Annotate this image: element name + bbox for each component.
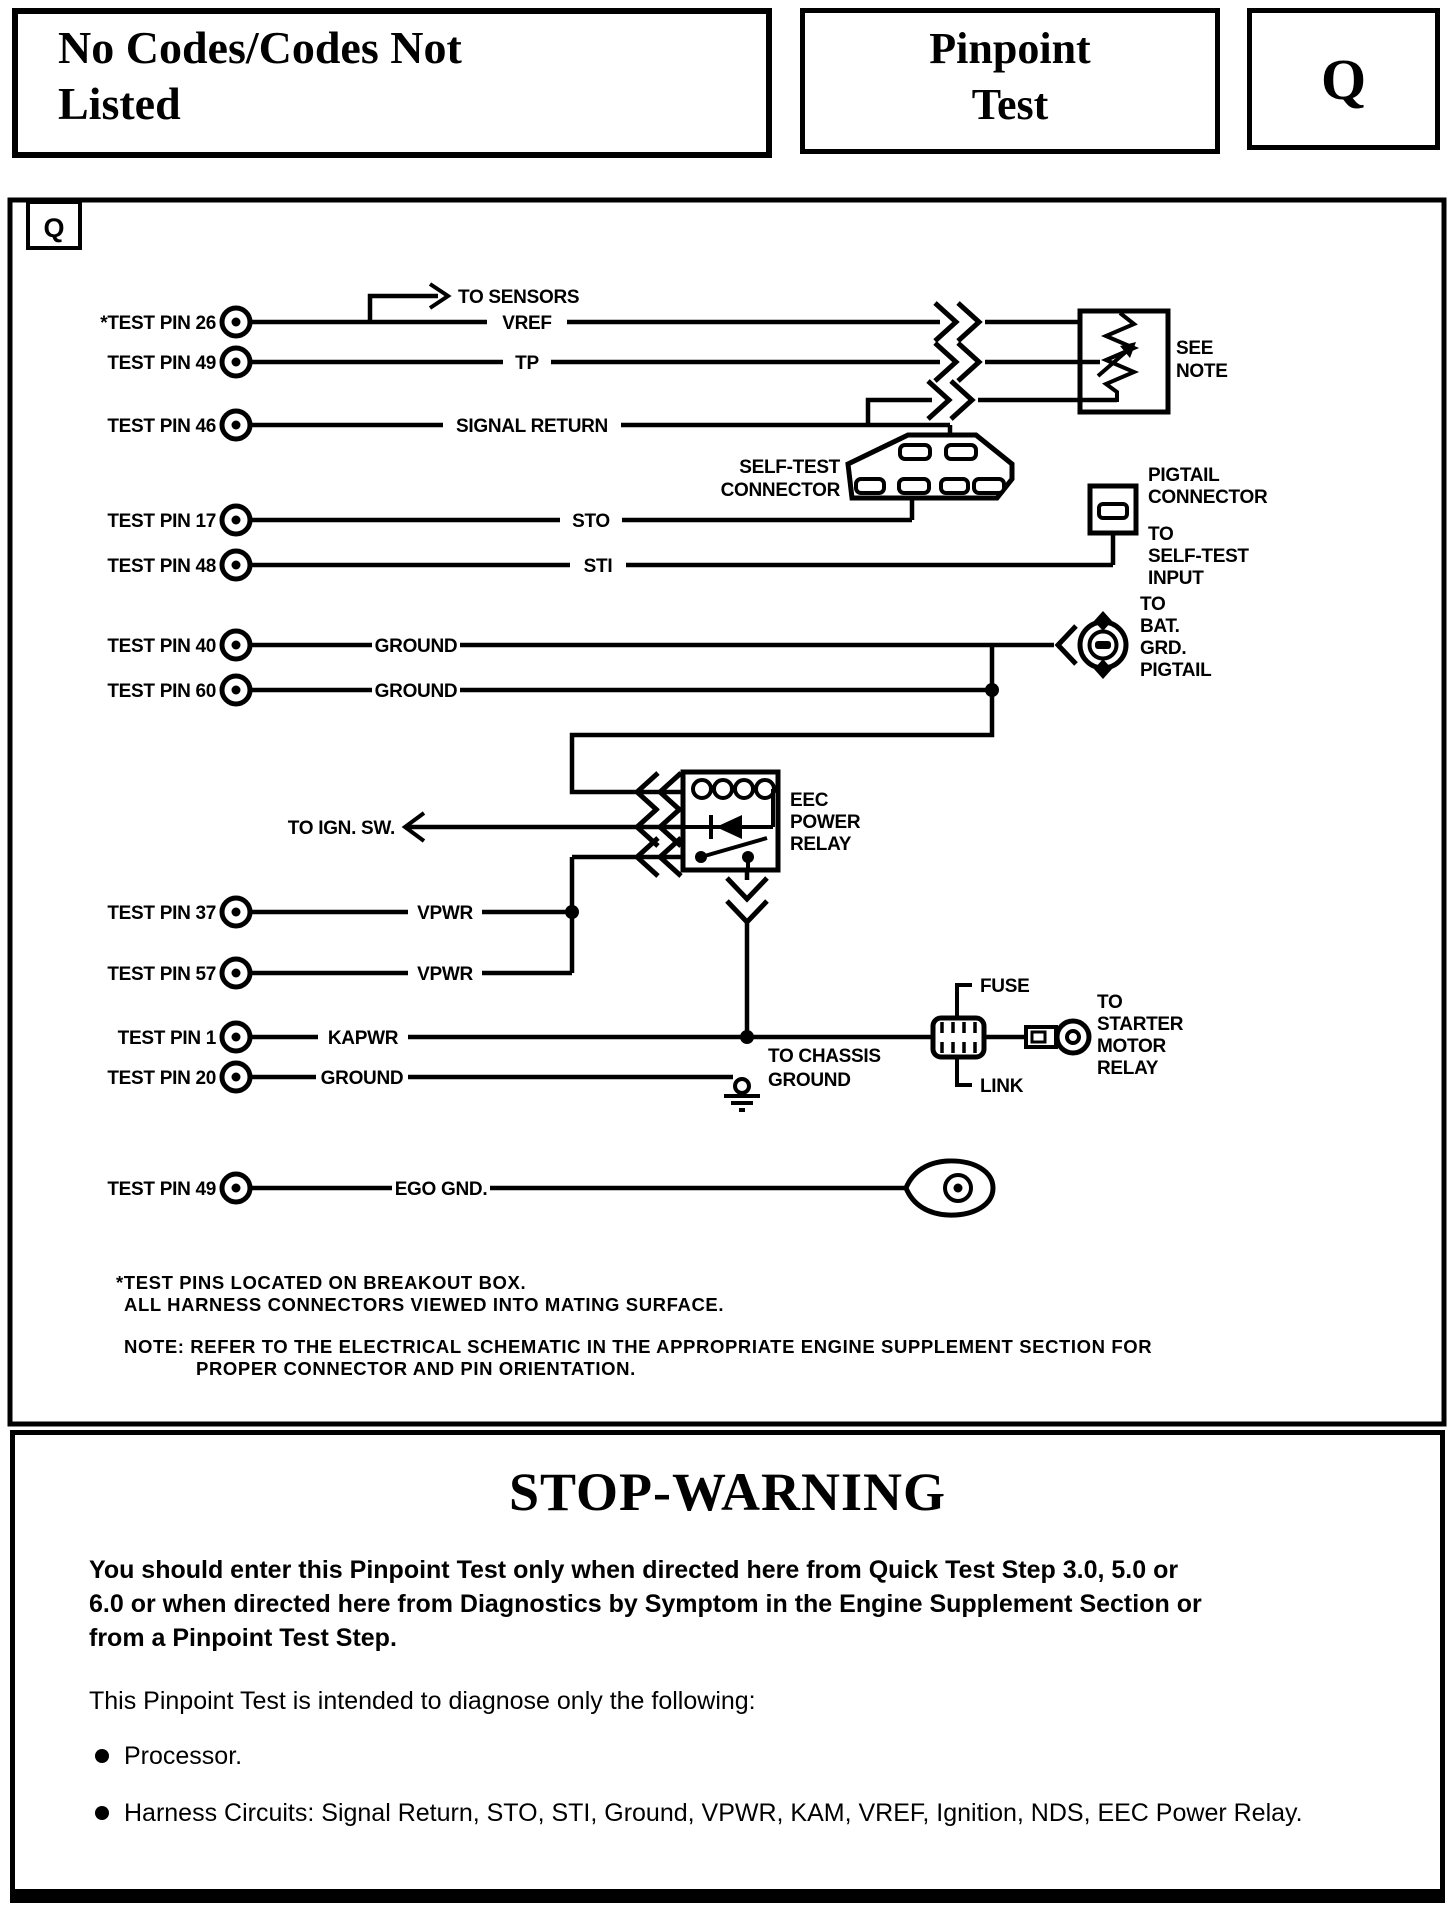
footnote: *TEST PINS LOCATED ON BREAKOUT BOX. [116,1272,527,1293]
wire-label: VREF [502,313,552,334]
pin-terminal-icon [222,551,250,579]
eec-power-relay-label: RELAY [790,834,852,855]
footnote: ALL HARNESS CONNECTORS VIEWED INTO MATING SURFACE. [124,1294,725,1315]
test-pin-label: TEST PIN 48 [107,556,216,577]
self-test-connector-label: SELF-TEST [739,457,840,478]
warning-intro: This Pinpoint Test is intended to diagnose only the following: [89,1687,756,1715]
junction-dot [985,683,999,697]
pin-terminal-icon [222,348,250,376]
page-title-line2: Listed [58,78,181,129]
pigtail-connector-label: PIGTAIL [1148,465,1220,486]
see-note-label: NOTE [1176,361,1228,382]
test-pin-label: *TEST PIN 26 [100,313,216,334]
wire-label: STI [583,556,613,577]
to-bat-grd-label: PIGTAIL [1140,660,1212,681]
to-starter-motor-relay-label: TO [1097,992,1123,1013]
pin-terminal-icon [222,676,250,704]
ring-terminal-icon [1026,1021,1089,1053]
wire-label: VPWR [417,964,473,985]
to-self-test-input-label: INPUT [1148,568,1204,589]
self-test-connector-label: CONNECTOR [720,480,840,501]
stop-warning-title: STOP-WARNING [508,1462,947,1522]
to-ign-sw-label: TO IGN. SW. [287,818,395,839]
wire-label: STO [572,511,610,532]
to-chassis-ground-label: TO CHASSIS [768,1046,881,1067]
bullet-item [89,1740,1400,1773]
warning-line: 6.0 or when directed here from Diagnostics by Symptom in the Engine Supplement Section or [89,1590,1202,1618]
test-pin-label: TEST PIN 40 [107,636,216,657]
wire-label: GROUND [374,636,458,657]
pin-terminal-icon [222,1063,250,1091]
stop-warning-panel [10,1430,1445,1903]
pigtail-connector-label: CONNECTOR [1148,487,1268,508]
warning-line: You should enter this Pinpoint Test only when directed here from Quick Test Step 3.0, 5.0 or [89,1556,1179,1584]
link-label: LINK [980,1076,1024,1097]
pin-terminal-icon [222,1023,250,1051]
junction-dot [740,1030,754,1044]
to-starter-motor-relay-label: RELAY [1097,1058,1159,1079]
wire-label: SIGNAL RETURN [456,416,608,437]
pin-terminal-icon [222,308,250,336]
test-pin-label: TEST PIN 46 [107,416,216,437]
pin-terminal-icon [222,959,250,987]
to-self-test-input-label: SELF-TEST [1148,546,1249,567]
warning-paragraph [89,1553,1368,1655]
bullet-text: Harness Circuits: Signal Return, STO, STI, Ground, VPWR, KAM, VREF, Ignition, NDS, EEC Power Relay. [124,1799,1303,1827]
diagram-tab-label: Q [43,213,65,243]
footnote-note: PROPER CONNECTOR AND PIN ORIENTATION. [196,1358,636,1379]
to-starter-motor-relay-label: MOTOR [1097,1036,1166,1057]
test-pin-label: TEST PIN 37 [107,903,216,924]
pinpoint-label-line1: Pinpoint [929,24,1091,73]
to-chassis-ground-label: GROUND [768,1070,851,1091]
to-bat-grd-label: TO [1140,594,1166,615]
fuse-label: FUSE [980,976,1030,997]
pinpoint-label-line2: Test [971,80,1049,129]
test-pin-label: TEST PIN 1 [117,1028,216,1049]
test-pin-label: TEST PIN 60 [107,681,216,702]
to-self-test-input-label: TO [1148,524,1174,545]
pin-terminal-icon [222,411,250,439]
eec-power-relay-label: EEC [790,790,829,811]
to-bat-grd-label: BAT. [1140,616,1180,637]
warning-line: from a Pinpoint Test Step. [89,1624,397,1652]
pin-terminal-icon [222,631,250,659]
junction-dot [565,905,579,919]
page-title-line1: No Codes/Codes Not [58,22,462,73]
to-starter-motor-relay-label: STARTER [1097,1014,1184,1035]
wire-label: TP [515,353,539,374]
pin-terminal-icon [222,506,250,534]
pin-terminal-icon [222,898,250,926]
diagram-tab [28,202,80,248]
pigtail-connector-symbol [1090,486,1136,533]
test-pin-label: TEST PIN 20 [107,1068,216,1089]
footnote-note: NOTE: REFER TO THE ELECTRICAL SCHEMATIC IN THE APPROPRIATE ENGINE SUPPLEMENT SECTION FOR [124,1336,1153,1357]
wire-label: GROUND [374,681,458,702]
ego-gnd-eyelet-icon [906,1161,993,1215]
bullet-icon [95,1806,109,1820]
to-bat-grd-label: GRD. [1140,638,1187,659]
section-code: Q [1320,46,1367,112]
to-sensors-label: TO SENSORS [458,287,580,308]
bullet-text: Processor. [124,1742,243,1770]
pin-terminal-icon [222,1174,250,1202]
wire-label: GROUND [320,1068,404,1089]
bullet-item [89,1797,1400,1830]
wire-label: KAPWR [327,1028,399,1049]
bullet-icon [95,1749,109,1763]
eec-power-relay-label: POWER [790,812,861,833]
see-note-label: SEE [1176,338,1214,359]
test-pin-label: TEST PIN 49 [107,353,216,374]
test-pin-label: TEST PIN 57 [107,964,216,985]
test-pin-label: TEST PIN 49 [107,1179,216,1200]
test-pin-label: TEST PIN 17 [107,511,216,532]
wire-label: EGO GND. [394,1179,488,1200]
wire-label: VPWR [417,903,473,924]
